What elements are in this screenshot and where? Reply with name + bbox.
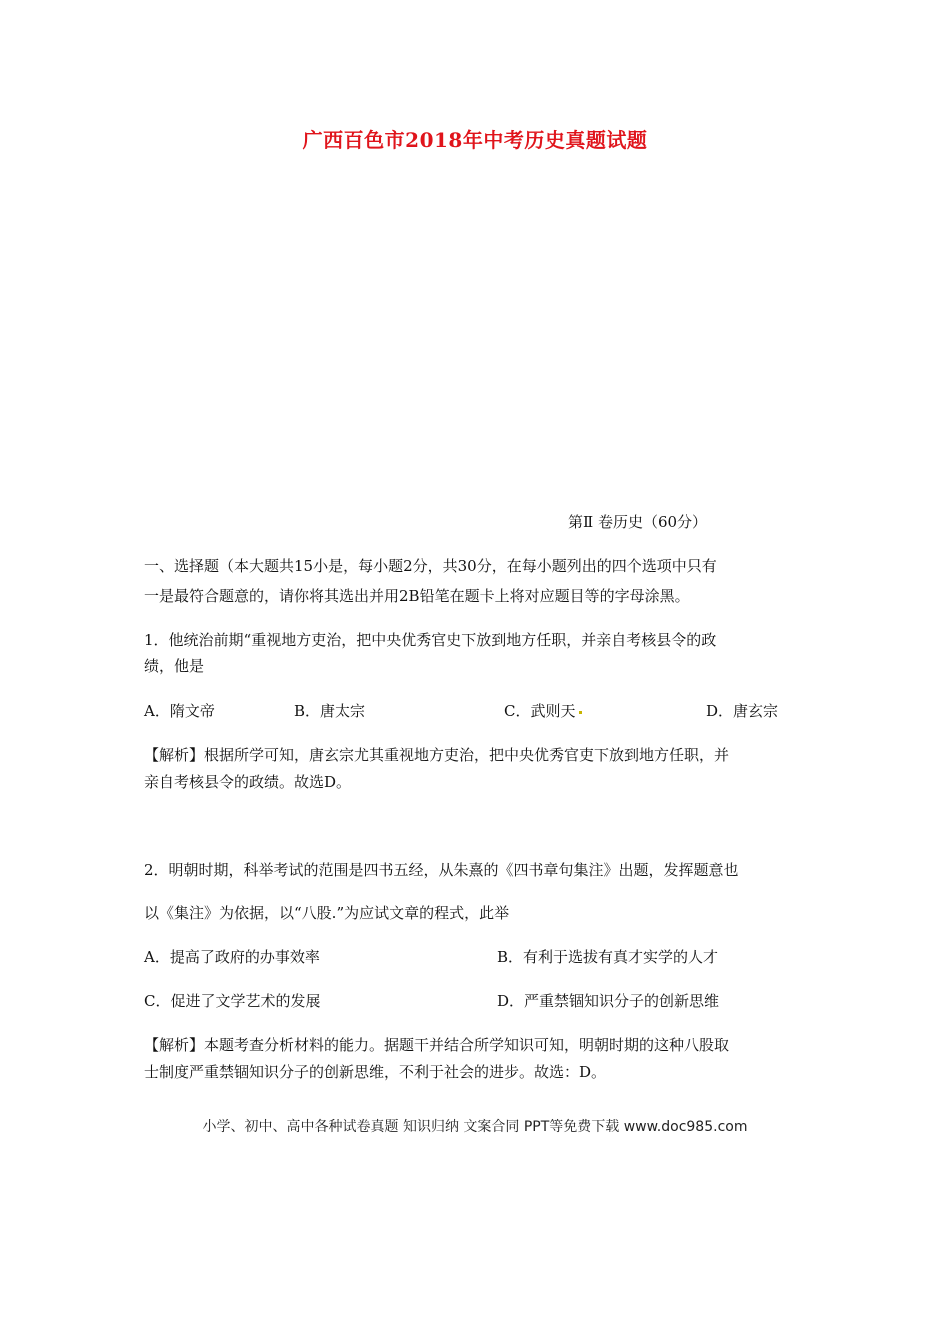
question-1-stem-line-2: 绩，他是 bbox=[144, 657, 205, 675]
question-1-option-d: D．唐玄宗 bbox=[706, 702, 779, 720]
question-1-option-c: C．武则天 bbox=[504, 702, 576, 720]
section-header: 第Ⅱ 卷历史（60分） bbox=[568, 513, 708, 531]
question-1-stem-line-1: 1．他统治前期“重视地方吏治，把中央优秀官史下放到地方任职，并亲自考核县令的政 bbox=[144, 631, 717, 649]
question-1-option-b: B．唐太宗 bbox=[294, 702, 366, 720]
question-2-option-d: D．严重禁锢知识分子的创新思维 bbox=[497, 992, 720, 1010]
question-2-option-c: C．促进了文学艺术的发展 bbox=[144, 992, 321, 1010]
instructions-line-2: 一是最符合题意的，请你将其选出并用2B铅笔在题卡上将对应题目等的字母涂黑。 bbox=[144, 587, 690, 605]
question-2-stem-line-2: 以《集注》为依据，以“八股.”为应试文章的程式，此举 bbox=[144, 904, 510, 922]
question-1-analysis-line-2: 亲自考核县令的政绩。故选D。 bbox=[144, 773, 352, 791]
question-2-stem-line-1: 2．明朝时期，科举考试的范围是四书五经，从朱熹的《四书章句集注》出题，发挥题意也 bbox=[144, 861, 739, 879]
question-1-option-a: A．隋文帝 bbox=[144, 702, 215, 720]
page-title: 广西百色市2018年中考历史真题试题 bbox=[302, 128, 648, 152]
question-1-analysis-line-1: 【解析】根据所学可知，唐玄宗尤其重视地方吏治，把中央优秀官吏下放到地方任职，并 bbox=[144, 746, 730, 764]
question-1-option-c-wrap bbox=[504, 701, 582, 721]
question-2-analysis-line-1: 【解析】本题考查分析材料的能力。据题干并结合所学知识可知，明朝时期的这种八股取 bbox=[144, 1036, 730, 1054]
yellow-dot-mark bbox=[579, 711, 582, 714]
question-2-option-b: B．有利于选拔有真才实学的人才 bbox=[497, 948, 719, 966]
page-footer: 小学、初中、高中各种试卷真题 知识归纳 文案合同 PPT等免费下载 www.doc985.com bbox=[202, 1119, 748, 1135]
question-2-option-a: A．提高了政府的办事效率 bbox=[144, 948, 320, 966]
question-2-analysis-line-2: 士制度严重禁锢知识分子的创新思维，不利于社会的进步。故选：D。 bbox=[144, 1063, 607, 1081]
instructions-line-1: 一、选择题（本大题共15小是，每小题2分，共30分，在每小题列出的四个选项中只有 bbox=[144, 557, 717, 575]
